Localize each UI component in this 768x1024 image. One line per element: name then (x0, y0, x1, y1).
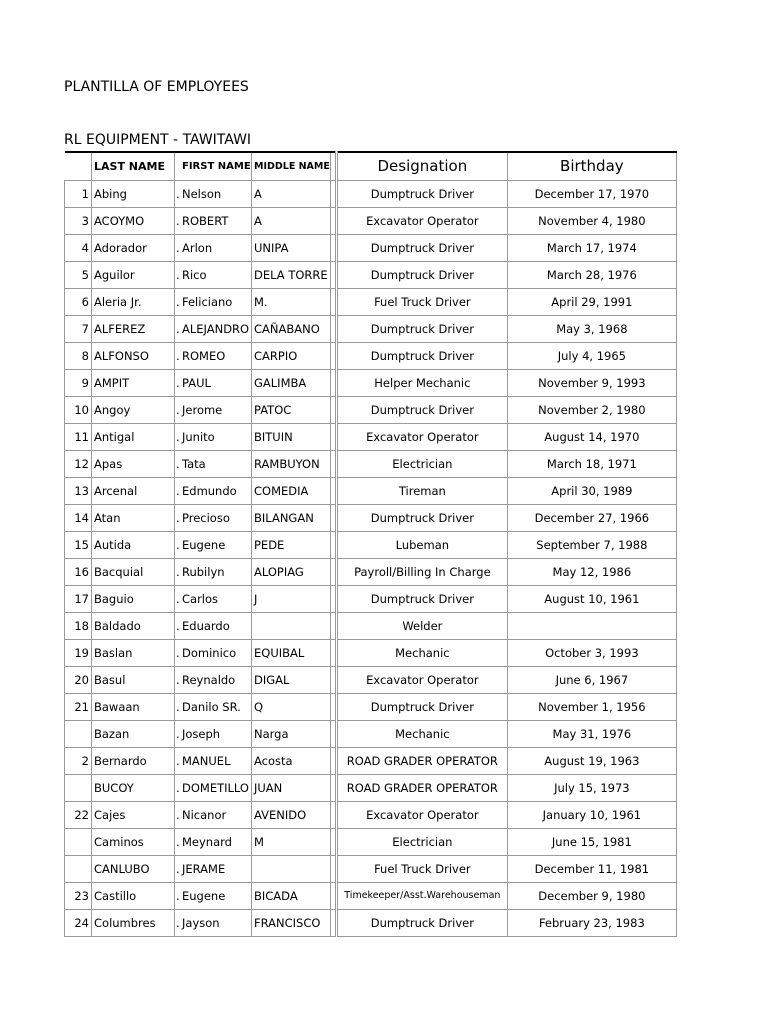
table-row (65, 883, 677, 910)
row-number: 16 (65, 559, 92, 586)
table-row (65, 208, 677, 235)
last-name-cell: Bacquial (92, 559, 175, 586)
header-designation: Designation (336, 152, 507, 181)
birthday-cell: August 14, 1970 (507, 424, 676, 451)
separator-cell: . (175, 667, 182, 694)
last-name-cell: Angoy (92, 397, 175, 424)
first-name-cell: Junito (181, 424, 252, 451)
separator-cell: . (175, 694, 182, 721)
birthday-cell: March 28, 1976 (507, 262, 676, 289)
designation-cell: Dumptruck Driver (336, 586, 507, 613)
designation-cell: Mechanic (336, 721, 507, 748)
first-name-cell: Meynard (181, 829, 252, 856)
separator-cell: . (175, 910, 182, 937)
middle-name-cell: FRANCISCO (252, 910, 331, 937)
middle-name-cell: PEDE (252, 532, 331, 559)
last-name-cell: Castillo (92, 883, 175, 910)
row-number (65, 775, 92, 802)
table-row (65, 316, 677, 343)
table-row (65, 532, 677, 559)
designation-cell: Dumptruck Driver (336, 397, 507, 424)
first-name-cell: Reynaldo (181, 667, 252, 694)
table-row (65, 748, 677, 775)
separator-cell: . (175, 181, 182, 208)
birthday-cell: December 27, 1966 (507, 505, 676, 532)
middle-name-cell: UNIPA (252, 235, 331, 262)
first-name-cell: Carlos (181, 586, 252, 613)
middle-name-cell: Narga (252, 721, 331, 748)
designation-cell: Welder (336, 613, 507, 640)
designation-cell: Dumptruck Driver (336, 694, 507, 721)
last-name-cell: AMPIT (92, 370, 175, 397)
header-first-name: FIRST NAME (181, 152, 252, 181)
designation-cell: Dumptruck Driver (336, 181, 507, 208)
birthday-cell: March 18, 1971 (507, 451, 676, 478)
birthday-cell: August 19, 1963 (507, 748, 676, 775)
middle-name-cell: Q (252, 694, 331, 721)
birthday-cell: April 30, 1989 (507, 478, 676, 505)
birthday-cell: November 9, 1993 (507, 370, 676, 397)
table-row (65, 343, 677, 370)
first-name-cell: ROMEO (181, 343, 252, 370)
designation-cell: Mechanic (336, 640, 507, 667)
last-name-cell: ALFEREZ (92, 316, 175, 343)
designation-cell: Fuel Truck Driver (336, 856, 507, 883)
designation-cell: Timekeeper/Asst.Warehouseman (336, 883, 507, 910)
first-name-cell: DOMETILLO (181, 775, 252, 802)
birthday-cell: May 12, 1986 (507, 559, 676, 586)
last-name-cell: BUCOY (92, 775, 175, 802)
designation-cell: Payroll/Billing In Charge (336, 559, 507, 586)
middle-name-cell: CARPIO (252, 343, 331, 370)
birthday-cell: June 6, 1967 (507, 667, 676, 694)
middle-name-cell: AVENIDO (252, 802, 331, 829)
first-name-cell: Feliciano (181, 289, 252, 316)
separator-cell: . (175, 613, 182, 640)
row-number: 7 (65, 316, 92, 343)
first-name-cell: Precioso (181, 505, 252, 532)
table-row (65, 775, 677, 802)
separator-cell: . (175, 235, 182, 262)
table-row (65, 910, 677, 937)
table-row (65, 181, 677, 208)
first-name-cell: Rico (181, 262, 252, 289)
table-row (65, 586, 677, 613)
row-number: 18 (65, 613, 92, 640)
separator-cell: . (175, 478, 182, 505)
row-number: 17 (65, 586, 92, 613)
first-name-cell: ALEJANDRO (181, 316, 252, 343)
separator-cell: . (175, 397, 182, 424)
row-number: 3 (65, 208, 92, 235)
separator-cell: . (175, 559, 182, 586)
row-number: 14 (65, 505, 92, 532)
birthday-cell: October 3, 1993 (507, 640, 676, 667)
first-name-cell: Eugene (181, 532, 252, 559)
designation-cell: Dumptruck Driver (336, 910, 507, 937)
designation-cell: Lubeman (336, 532, 507, 559)
separator-cell: . (175, 856, 182, 883)
table-row (65, 370, 677, 397)
table-row (65, 424, 677, 451)
table-row (65, 478, 677, 505)
last-name-cell: CANLUBO (92, 856, 175, 883)
first-name-cell: Jerome (181, 397, 252, 424)
first-name-cell: Dominico (181, 640, 252, 667)
row-number: 23 (65, 883, 92, 910)
row-number (65, 721, 92, 748)
row-number: 22 (65, 802, 92, 829)
designation-cell: Excavator Operator (336, 667, 507, 694)
employee-table (64, 151, 677, 937)
first-name-cell: JERAME (181, 856, 252, 883)
last-name-cell: Bazan (92, 721, 175, 748)
birthday-cell: September 7, 1988 (507, 532, 676, 559)
header-middle-name: MIDDLE NAME (252, 152, 331, 181)
first-name-cell: Eduardo (181, 613, 252, 640)
table-row (65, 856, 677, 883)
middle-name-cell: BITUIN (252, 424, 331, 451)
first-name-cell: Jayson (181, 910, 252, 937)
row-number: 5 (65, 262, 92, 289)
table-row (65, 451, 677, 478)
last-name-cell: Aleria Jr. (92, 289, 175, 316)
separator-cell: . (175, 883, 182, 910)
last-name-cell: Cajes (92, 802, 175, 829)
separator-cell: . (175, 343, 182, 370)
last-name-cell: Baslan (92, 640, 175, 667)
last-name-cell: ALFONSO (92, 343, 175, 370)
table-row (65, 802, 677, 829)
table-header-row (65, 152, 677, 181)
table-row (65, 505, 677, 532)
middle-name-cell (252, 856, 331, 883)
row-number: 10 (65, 397, 92, 424)
middle-name-cell: M (252, 829, 331, 856)
designation-cell: Excavator Operator (336, 424, 507, 451)
designation-cell: Dumptruck Driver (336, 316, 507, 343)
separator-cell: . (175, 748, 182, 775)
last-name-cell: Apas (92, 451, 175, 478)
middle-name-cell: BILANGAN (252, 505, 331, 532)
first-name-cell: ROBERT (181, 208, 252, 235)
birthday-cell: November 4, 1980 (507, 208, 676, 235)
birthday-cell: November 2, 1980 (507, 397, 676, 424)
separator-cell: . (175, 775, 182, 802)
row-number: 11 (65, 424, 92, 451)
separator-cell: . (175, 316, 182, 343)
designation-cell: ROAD GRADER OPERATOR (336, 748, 507, 775)
middle-name-cell: DIGAL (252, 667, 331, 694)
table-row (65, 694, 677, 721)
table-row (65, 721, 677, 748)
last-name-cell: Autida (92, 532, 175, 559)
separator-cell: . (175, 640, 182, 667)
designation-cell: Dumptruck Driver (336, 505, 507, 532)
designation-cell: Dumptruck Driver (336, 235, 507, 262)
row-number: 2 (65, 748, 92, 775)
separator-cell: . (175, 289, 182, 316)
last-name-cell: Arcenal (92, 478, 175, 505)
row-number: 20 (65, 667, 92, 694)
table-row (65, 640, 677, 667)
first-name-cell: Tata (181, 451, 252, 478)
row-number: 1 (65, 181, 92, 208)
separator-cell: . (175, 532, 182, 559)
separator-cell: . (175, 802, 182, 829)
row-number: 6 (65, 289, 92, 316)
last-name-cell: Aguilor (92, 262, 175, 289)
middle-name-cell (252, 613, 331, 640)
designation-cell: Electrician (336, 451, 507, 478)
first-name-cell: Rubilyn (181, 559, 252, 586)
separator-cell: . (175, 262, 182, 289)
birthday-cell: February 23, 1983 (507, 910, 676, 937)
header-last-name: LAST NAME (92, 152, 175, 181)
table-row (65, 235, 677, 262)
first-name-cell: Nelson (181, 181, 252, 208)
first-name-cell: Edmundo (181, 478, 252, 505)
table-row (65, 262, 677, 289)
middle-name-cell: COMEDIA (252, 478, 331, 505)
birthday-cell: May 3, 1968 (507, 316, 676, 343)
separator-cell: . (175, 586, 182, 613)
table-row (65, 559, 677, 586)
first-name-cell: Joseph (181, 721, 252, 748)
row-number: 21 (65, 694, 92, 721)
designation-cell: Tireman (336, 478, 507, 505)
last-name-cell: Baguio (92, 586, 175, 613)
employee-table-container (64, 151, 677, 937)
row-number (65, 829, 92, 856)
birthday-cell: December 11, 1981 (507, 856, 676, 883)
birthday-cell: July 4, 1965 (507, 343, 676, 370)
separator-cell: . (175, 451, 182, 478)
middle-name-cell: DELA TORRE (252, 262, 331, 289)
document-subtitle: RL EQUIPMENT - TAWITAWI (64, 132, 252, 148)
first-name-cell: Eugene (181, 883, 252, 910)
middle-name-cell: ALOPIAG (252, 559, 331, 586)
row-number: 13 (65, 478, 92, 505)
separator-cell: . (175, 721, 182, 748)
table-row (65, 289, 677, 316)
last-name-cell: Bawaan (92, 694, 175, 721)
designation-cell: Fuel Truck Driver (336, 289, 507, 316)
last-name-cell: Abing (92, 181, 175, 208)
last-name-cell: Antigal (92, 424, 175, 451)
last-name-cell: Bernardo (92, 748, 175, 775)
middle-name-cell: BICADA (252, 883, 331, 910)
row-number: 8 (65, 343, 92, 370)
first-name-cell: PAUL (181, 370, 252, 397)
table-row (65, 397, 677, 424)
birthday-cell: June 15, 1981 (507, 829, 676, 856)
last-name-cell: Columbres (92, 910, 175, 937)
middle-name-cell: JUAN (252, 775, 331, 802)
last-name-cell: Caminos (92, 829, 175, 856)
row-number: 4 (65, 235, 92, 262)
separator-cell: . (175, 505, 182, 532)
designation-cell: Excavator Operator (336, 208, 507, 235)
last-name-cell: Baldado (92, 613, 175, 640)
middle-name-cell: M. (252, 289, 331, 316)
last-name-cell: Adorador (92, 235, 175, 262)
table-row (65, 667, 677, 694)
last-name-cell: Basul (92, 667, 175, 694)
separator-cell: . (175, 208, 182, 235)
separator-cell: . (175, 829, 182, 856)
birthday-cell (507, 613, 676, 640)
designation-cell: Excavator Operator (336, 802, 507, 829)
birthday-cell: March 17, 1974 (507, 235, 676, 262)
birthday-cell: May 31, 1976 (507, 721, 676, 748)
separator-cell: . (175, 424, 182, 451)
first-name-cell: Danilo SR. (181, 694, 252, 721)
designation-cell: Electrician (336, 829, 507, 856)
middle-name-cell: RAMBUYON (252, 451, 331, 478)
middle-name-cell: Acosta (252, 748, 331, 775)
separator-cell: . (175, 370, 182, 397)
designation-cell: Dumptruck Driver (336, 343, 507, 370)
birthday-cell: December 17, 1970 (507, 181, 676, 208)
middle-name-cell: CAÑABANO (252, 316, 331, 343)
birthday-cell: January 10, 1961 (507, 802, 676, 829)
middle-name-cell: GALIMBA (252, 370, 331, 397)
middle-name-cell: A (252, 181, 331, 208)
row-number: 24 (65, 910, 92, 937)
middle-name-cell: EQUIBAL (252, 640, 331, 667)
document-title: PLANTILLA OF EMPLOYEES (64, 79, 249, 95)
middle-name-cell: A (252, 208, 331, 235)
birthday-cell: December 9, 1980 (507, 883, 676, 910)
designation-cell: Helper Mechanic (336, 370, 507, 397)
first-name-cell: MANUEL (181, 748, 252, 775)
designation-cell: Dumptruck Driver (336, 262, 507, 289)
birthday-cell: August 10, 1961 (507, 586, 676, 613)
designation-cell: ROAD GRADER OPERATOR (336, 775, 507, 802)
row-number: 15 (65, 532, 92, 559)
table-row (65, 613, 677, 640)
middle-name-cell: J (252, 586, 331, 613)
row-number: 9 (65, 370, 92, 397)
first-name-cell: Nicanor (181, 802, 252, 829)
table-row (65, 829, 677, 856)
row-number: 19 (65, 640, 92, 667)
last-name-cell: ACOYMO (92, 208, 175, 235)
header-number (65, 152, 92, 181)
header-birthday: Birthday (507, 152, 676, 181)
middle-name-cell: PATOC (252, 397, 331, 424)
row-number: 12 (65, 451, 92, 478)
first-name-cell: Arlon (181, 235, 252, 262)
birthday-cell: July 15, 1973 (507, 775, 676, 802)
table-body (65, 181, 677, 937)
birthday-cell: April 29, 1991 (507, 289, 676, 316)
row-number (65, 856, 92, 883)
birthday-cell: November 1, 1956 (507, 694, 676, 721)
last-name-cell: Atan (92, 505, 175, 532)
